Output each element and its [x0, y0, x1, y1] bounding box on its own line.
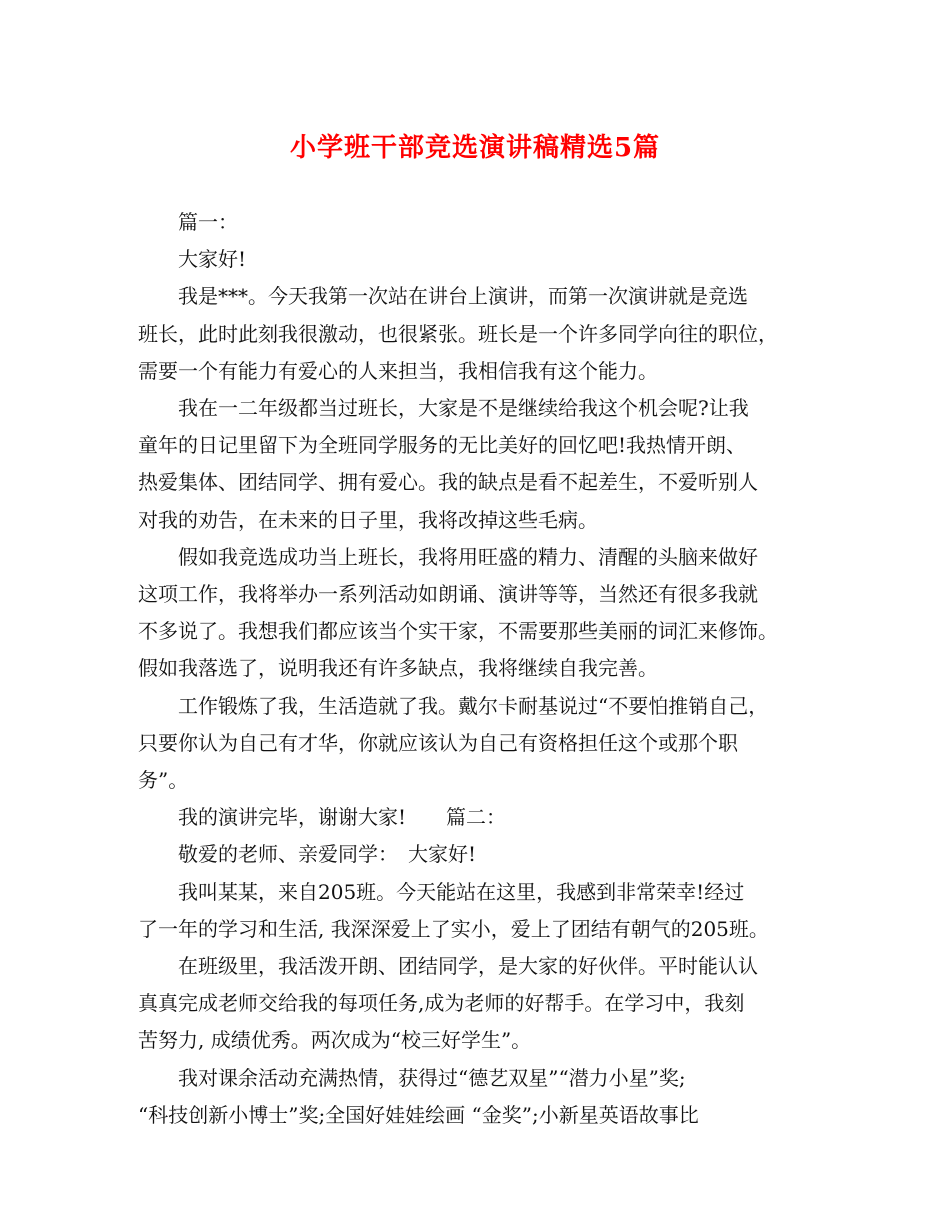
paragraph [138, 204, 828, 241]
text-line: 我的演讲完毕，谢谢大家! 篇二： [178, 805, 507, 830]
paragraph [138, 539, 828, 688]
text-line: 我在一二年级都当过班长，大家是不是继续给我这个机会呢?让我 [178, 396, 749, 421]
text-line: 敬爱的老师、亲爱同学： 大家好! [178, 842, 477, 867]
text-line: 只要你认为自己有才华，你就应该认为自己有资格担任这个或那个职 [138, 730, 738, 755]
text-line: 童年的日记里留下为全班同学服务的无比美好的回忆吧!我热情开朗、 [138, 433, 747, 458]
text-line: 热爱集体、团结同学、拥有爱心。我的缺点是看不起差生，不爱听别人 [138, 470, 758, 495]
text-line: 苦努力, 成绩优秀。两次成为“校三好学生”。 [138, 1028, 532, 1053]
text-line: 真真完成老师交给我的每项任务,成为老师的好帮手。在学习中，我刻 [138, 991, 745, 1016]
text-line: 大家好! [178, 247, 247, 272]
text-line: 我对课余活动充满热情，获得过“德艺双星”“潜力小星”奖; [178, 1065, 686, 1090]
paragraph [138, 390, 828, 539]
text-line: 了一年的学习和生活, 我深深爱上了实小，爱上了团结有朝气的205班。 [138, 916, 769, 941]
paragraph [138, 836, 828, 873]
text-line: 这项工作，我将举办一系列活动如朗诵、演讲等等，当然还有很多我就 [138, 582, 758, 607]
paragraph [138, 1060, 828, 1134]
text-line: 假如我竞选成功当上班长，我将用旺盛的精力、清醒的头脑来做好 [178, 544, 758, 569]
paragraph [138, 874, 828, 948]
text-line: 班长，此时此刻我很激动，也很紧张。班长是一个许多同学向往的职位， [138, 321, 778, 346]
text-line: 假如我落选了，说明我还有许多缺点，我将继续自我完善。 [138, 656, 658, 681]
text-line: 需要一个有能力有爱心的人来担当，我相信我有这个能力。 [138, 358, 658, 383]
text-line: 我是***。今天我第一次站在讲台上演讲，而第一次演讲就是竞选 [178, 284, 748, 309]
document-title: 小学班干部竞选演讲稿精选5篇 [289, 133, 661, 163]
text-line: 务”。 [138, 768, 189, 793]
text-line: “科技创新小博士”奖;全国好娃娃绘画 “金奖”;小新星英语故事比 [138, 1102, 699, 1127]
document-body [138, 204, 828, 1134]
paragraph [138, 688, 828, 800]
text-line: 对我的劝告，在未来的日子里，我将改掉这些毛病。 [138, 507, 598, 532]
text-line: 在班级里，我活泼开朗、团结同学，是大家的好伙伴。平时能认认 [178, 954, 758, 979]
text-line: 不多说了。我想我们都应该当个实干家，不需要那些美丽的词汇来修饰。 [138, 619, 778, 644]
text-line: 工作锻炼了我，生活造就了我。戴尔卡耐基说过“不要怕推销自己， [178, 693, 769, 718]
text-line: 篇一： [178, 210, 238, 234]
paragraph [138, 799, 828, 836]
paragraph [138, 241, 828, 278]
paragraph [138, 278, 828, 390]
text-line: 我叫某某，来自205班。今天能站在这里，我感到非常荣幸!经过 [178, 879, 745, 904]
paragraph [138, 948, 828, 1060]
